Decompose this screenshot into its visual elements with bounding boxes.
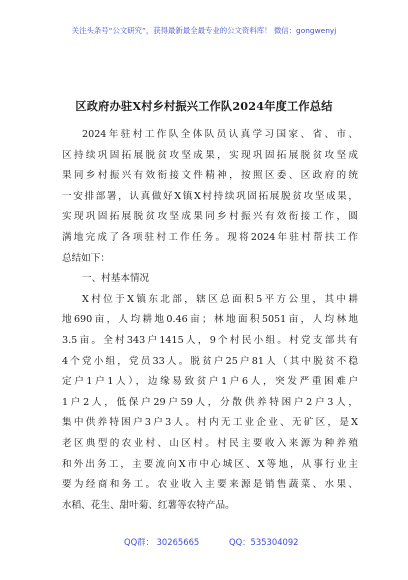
document-title: 区政府办驻X村乡村振兴工作队2024年度工作总结 <box>75 99 333 113</box>
body-line: 实现巩固拓展脱贫攻坚成果同乡村振兴有效衔接工作，圆 <box>62 211 358 223</box>
body-line: 4个党小组，党员33人。脱贫户25户81人（其中脱贫不稳 <box>62 355 358 367</box>
body-line: 水稻、花生、甜叶菊、红薯等农特产品。 <box>62 499 235 511</box>
body-line: 2024年驻村工作队全体队员认真学习国家、省、市、 <box>82 129 358 140</box>
section-heading: 一、村基本情况 <box>82 273 150 285</box>
body-line: 定户1户1人），边缘易致贫户1户6人，突发严重困难户 <box>62 376 358 388</box>
body-line: 总结如下： <box>62 252 110 264</box>
body-line: 集中供养特困户3户3人。村内无工业企业、无矿区，是X <box>62 417 358 429</box>
document-body <box>62 125 358 516</box>
body-line: X村位于X镇东北部，辖区总面积5平方公里，其中耕 <box>82 293 358 305</box>
body-line: 和外出务工，主要流向X市中心城区、X等地，从事行业主 <box>62 458 358 470</box>
body-line: 3.5亩。全村343户1415人，9个村民小组。村党支部共有 <box>62 334 358 346</box>
qq-group-number: QQ群： 30265665 <box>124 537 200 547</box>
body-line: 满地完成了各项驻村工作任务。现将2024年驻村帮扶工作 <box>62 231 358 243</box>
header-banner: 关注头条号“公文研究”，获得最新最全最专业的公文资料库！ 微信：gongwenyj <box>71 26 337 35</box>
body-line: 区持续巩固拓展脱贫攻坚成果，实现巩固拓展脱贫攻坚成 <box>62 149 358 161</box>
body-line: 老区典型的农业村、山区村。村民主要收入来源为种养殖 <box>62 437 358 449</box>
body-line: 要为经商和务工。农业收入主要来源是销售蔬菜、水果、 <box>62 479 358 491</box>
body-line: 一安排部署，认真做好X镇X村持续巩固拓展脱贫攻坚成果， <box>62 190 358 202</box>
qq-number: QQ：535304092 <box>229 537 299 547</box>
body-line: 1户2人，低保户29户59人，分散供养特困户2户3人， <box>62 396 358 408</box>
body-line: 地690亩，人均耕地0.46亩；林地面积5051亩，人均林地 <box>62 314 358 326</box>
body-line: 果同乡村振兴有效衔接文件精神，按照区委、区政府的统 <box>62 170 358 182</box>
